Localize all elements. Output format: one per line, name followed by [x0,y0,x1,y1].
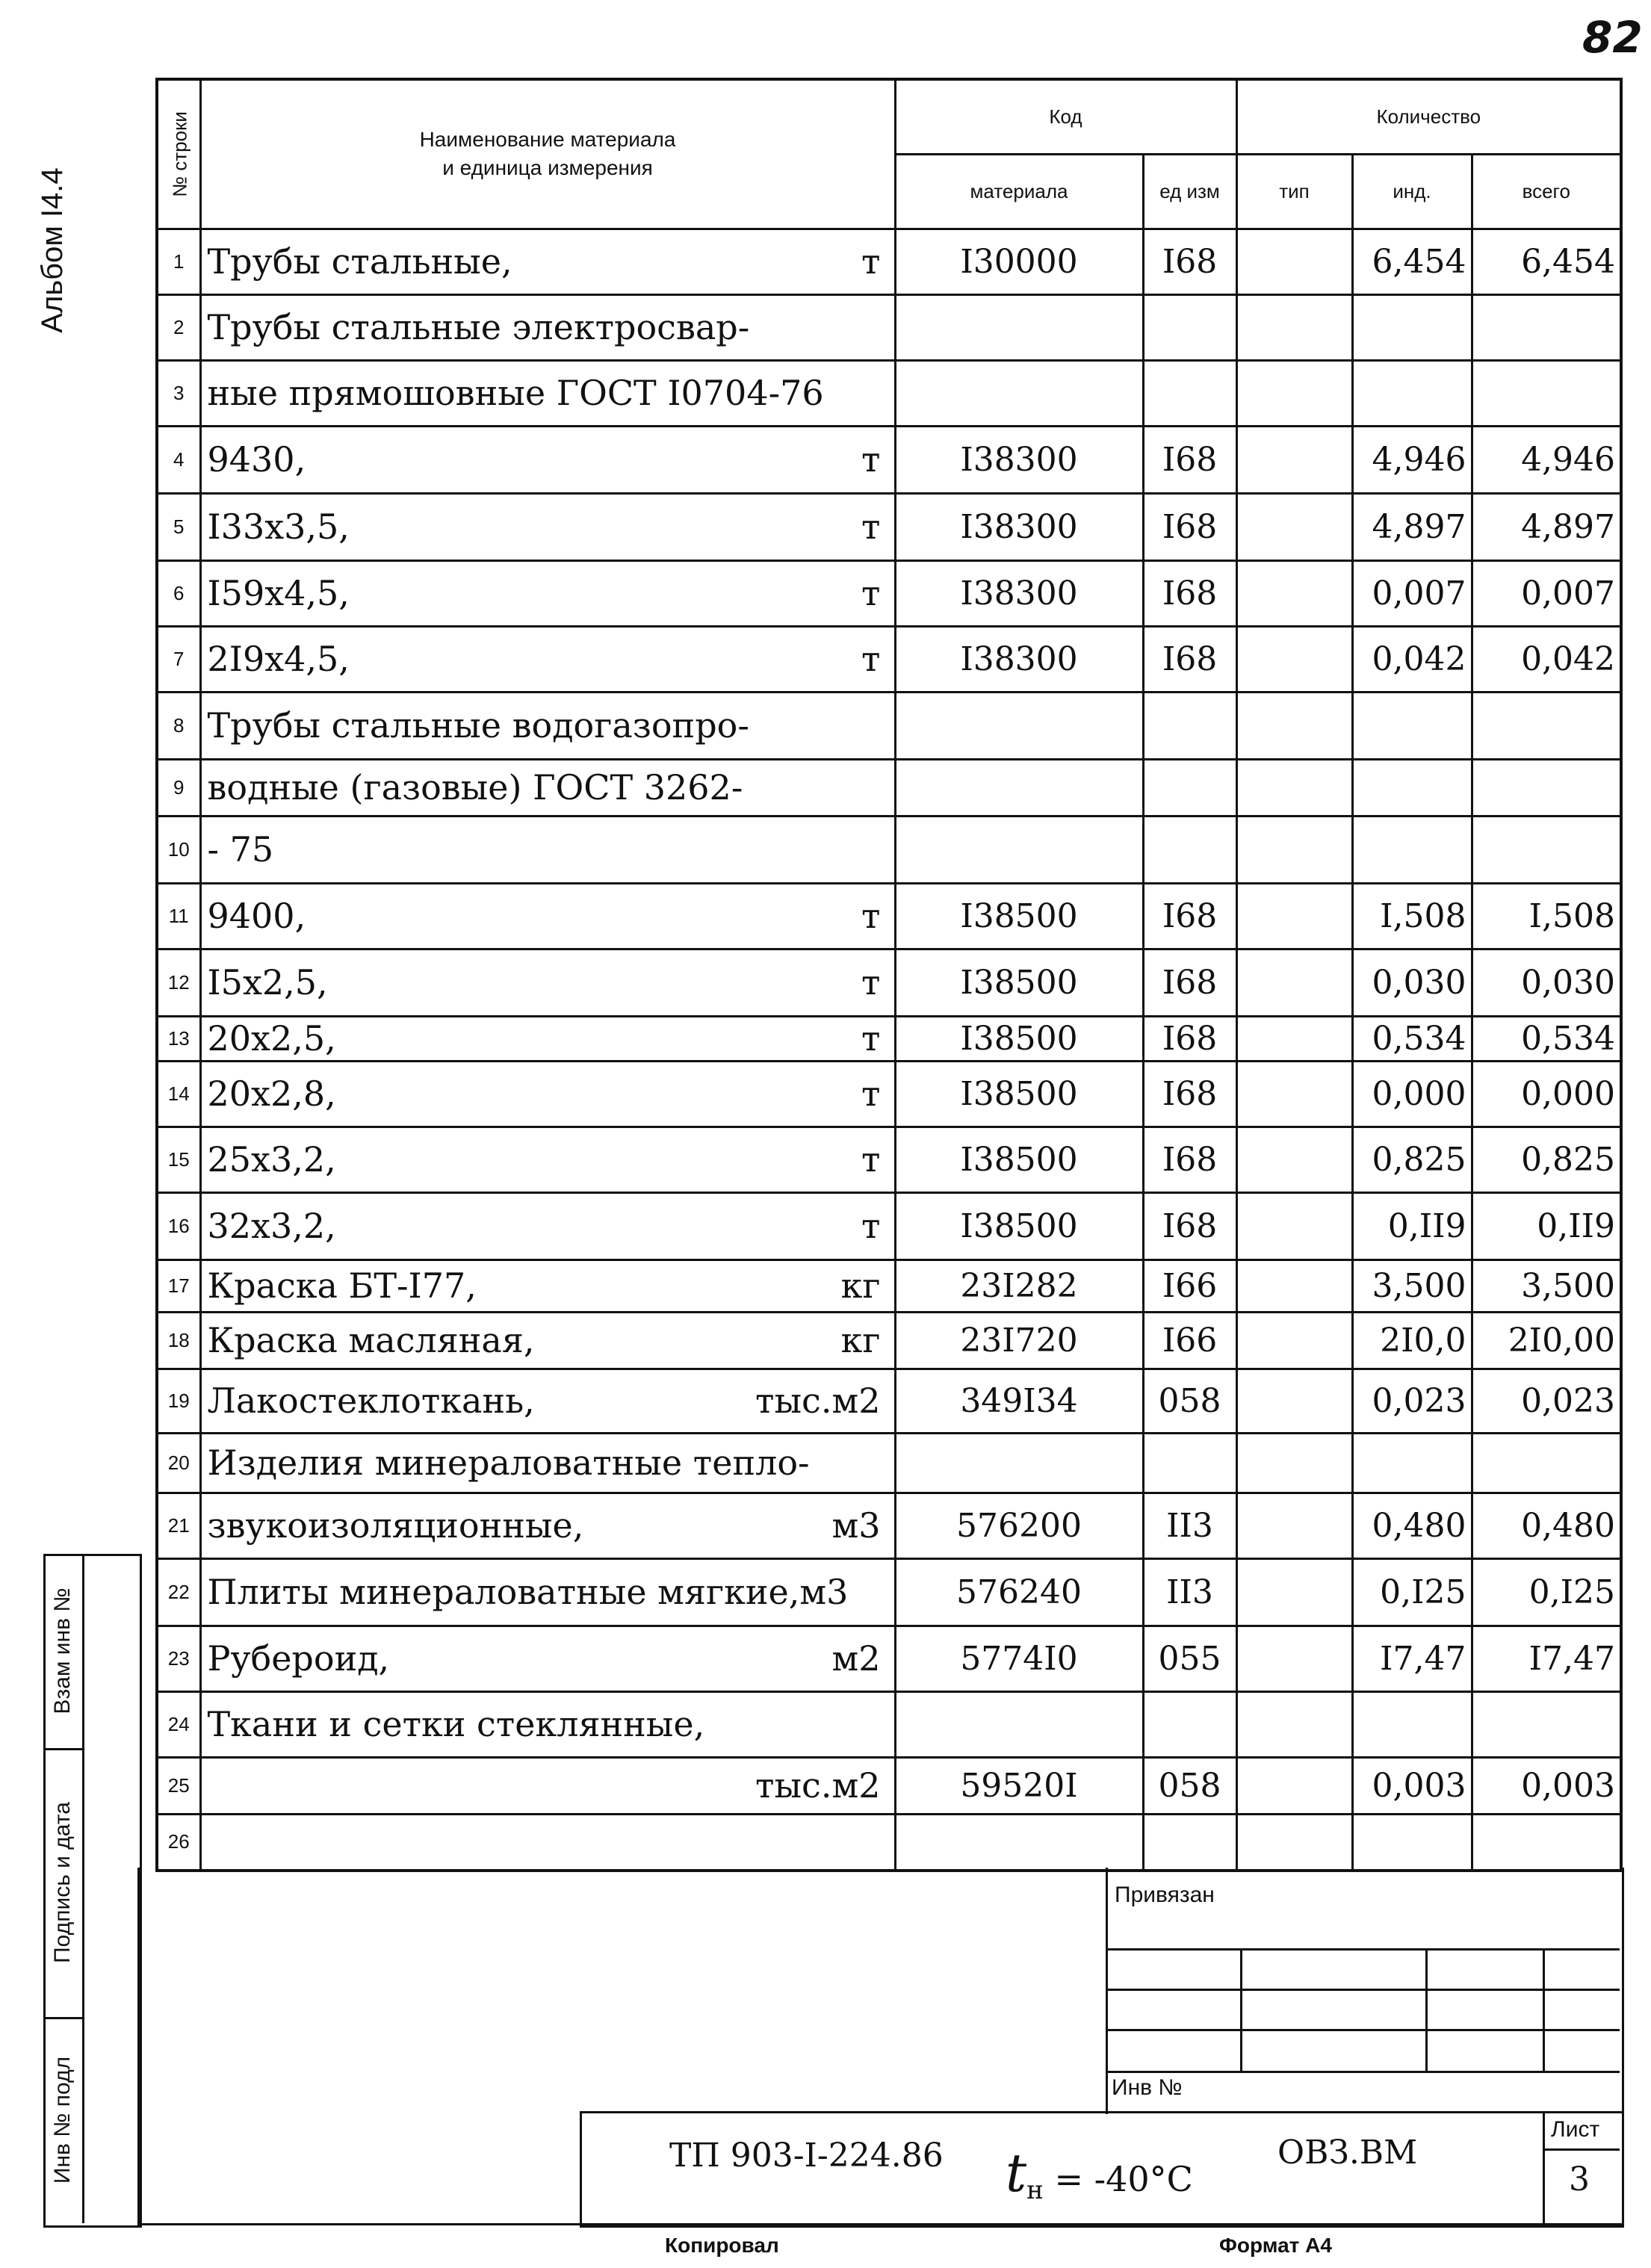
material-name-cell [200,1814,895,1871]
quantity-type [1236,1016,1352,1061]
material-name: - 75 [207,829,274,870]
material-unit: м3 [831,1505,881,1546]
material-name: Краска масляная, [207,1320,535,1360]
material-name: 20x2,8, [207,1073,336,1114]
unit-code: I68 [1143,1016,1236,1061]
material-name-cell [200,560,895,626]
header-ind: инд. [1352,154,1472,229]
quantity-total: I7,47 [1472,1626,1621,1691]
quantity-type [1236,1061,1352,1127]
quantity-type [1236,816,1352,883]
table-row [157,229,1621,294]
table-row [157,1493,1621,1558]
quantity-type [1236,1691,1352,1757]
materials-table [155,78,1623,1872]
quantity-type [1236,949,1352,1016]
unit-code: I68 [1143,493,1236,560]
quantity-total: 0,007 [1472,560,1621,626]
quantity-total: 0,003 [1472,1757,1621,1814]
material-code: I30000 [895,229,1143,294]
material-code: I38500 [895,949,1143,1016]
table-row [157,692,1621,759]
table-row [157,294,1621,360]
quantity-ind: 4,897 [1352,493,1472,560]
material-unit: т [861,439,881,480]
quantity-ind: 0,023 [1352,1369,1472,1433]
quantity-type [1236,229,1352,294]
quantity-ind [1352,1433,1472,1493]
header-material: материала [895,154,1143,229]
document-code: ТП 903-I-224.86 [669,2137,944,2175]
linked-v-1 [1240,1948,1242,2071]
material-name: Трубы стальные, [207,241,512,282]
quantity-ind [1352,759,1472,816]
quantity-total: 0,030 [1472,949,1621,1016]
header-unit-code: ед изм [1143,154,1236,229]
material-unit: т [861,573,881,613]
temp-subscript: н [1026,2175,1044,2206]
temp-value: = -40°C [1054,2159,1193,2199]
material-name-cell [200,1433,895,1493]
quantity-type [1236,426,1352,493]
row-number: 3 [157,360,200,426]
quantity-ind: 0,042 [1352,626,1472,692]
row-number: 23 [157,1626,200,1691]
unit-code [1143,1814,1236,1871]
row-number: 19 [157,1369,200,1433]
material-name: Ткани и сетки стеклянные, [207,1704,705,1744]
unit-code: 058 [1143,1757,1236,1814]
quantity-total: 0,480 [1472,1493,1621,1558]
material-code [895,360,1143,426]
quantity-type [1236,1757,1352,1814]
quantity-total [1472,816,1621,883]
table-row [157,1192,1621,1260]
row-number: 4 [157,426,200,493]
material-name-cell [200,493,895,560]
material-name-cell [200,1016,895,1061]
quantity-total: I,508 [1472,883,1621,949]
quantity-type [1236,1369,1352,1433]
table-row [157,1312,1621,1369]
material-code: 5774I0 [895,1626,1143,1691]
quantity-ind: 0,003 [1352,1757,1472,1814]
unit-code [1143,294,1236,360]
quantity-ind [1352,816,1472,883]
material-name-cell [200,692,895,759]
material-unit: т [861,896,881,936]
material-name: Трубы стальные электросвар- [207,307,750,347]
quantity-total: 0,023 [1472,1369,1621,1433]
material-code [895,1814,1143,1871]
material-code: I38300 [895,426,1143,493]
quantity-type [1236,692,1352,759]
quantity-type [1236,883,1352,949]
material-name: Изделия минераловатные тепло- [207,1443,810,1483]
header-type: тип [1236,154,1352,229]
unit-code: I68 [1143,426,1236,493]
quantity-ind [1352,360,1472,426]
quantity-total [1472,692,1621,759]
inv-no-label: Инв № [1112,2075,1183,2100]
row-number: 10 [157,816,200,883]
table-row [157,949,1621,1016]
quantity-ind: 0,I25 [1352,1558,1472,1626]
unit-code: I66 [1143,1260,1236,1312]
material-code: I38500 [895,883,1143,949]
sheet-number: 3 [1569,2160,1590,2199]
unit-code: I68 [1143,229,1236,294]
material-name-cell [200,1558,895,1626]
quantity-type [1236,1814,1352,1871]
quantity-ind: I7,47 [1352,1626,1472,1691]
unit-code: I68 [1143,560,1236,626]
table-row [157,1061,1621,1127]
quantity-total: 6,454 [1472,229,1621,294]
quantity-ind: I,508 [1352,883,1472,949]
material-name-cell [200,1192,895,1260]
quantity-type [1236,1312,1352,1369]
quantity-total [1472,1691,1621,1757]
quantity-total: 0,II9 [1472,1192,1621,1260]
document-mark: ОВЗ.ВМ [1277,2134,1418,2172]
side-stamp-divider-2 [43,2017,82,2019]
quantity-type [1236,294,1352,360]
material-name-cell [200,1493,895,1558]
quantity-ind: 0,534 [1352,1016,1472,1061]
material-code: 23I720 [895,1312,1143,1369]
material-name-cell [200,1369,895,1433]
material-name: Плиты минераловатные мягкие,м3 [207,1572,849,1612]
material-unit: кг [840,1320,881,1360]
table-row [157,1127,1621,1192]
quantity-ind: 4,946 [1352,426,1472,493]
unit-code: II3 [1143,1558,1236,1626]
material-name: Краска БТ-I77, [207,1265,477,1306]
quantity-type [1236,493,1352,560]
unit-code: I68 [1143,1061,1236,1127]
material-name-cell [200,1260,895,1312]
quantity-type [1236,1493,1352,1558]
material-name-cell [200,294,895,360]
row-number: 21 [157,1493,200,1558]
row-number: 5 [157,493,200,560]
quantity-ind: 0,030 [1352,949,1472,1016]
unit-code: I68 [1143,1192,1236,1260]
quantity-type [1236,1127,1352,1192]
inv-no-replace: Взам инв № [50,1587,75,1714]
material-name: I5x2,5, [207,962,328,1003]
quantity-ind [1352,294,1472,360]
material-code: 576200 [895,1493,1143,1558]
unit-code [1143,759,1236,816]
quantity-ind: 6,454 [1352,229,1472,294]
row-number: 26 [157,1814,200,1871]
material-name-cell [200,1626,895,1691]
table-row [157,1260,1621,1312]
header-row-no: № строки [168,111,191,197]
unit-code [1143,692,1236,759]
quantity-ind [1352,1691,1472,1757]
row-number: 20 [157,1433,200,1493]
quantity-type [1236,560,1352,626]
row-number: 12 [157,949,200,1016]
material-code [895,816,1143,883]
material-name-cell [200,949,895,1016]
row-number: 25 [157,1757,200,1814]
quantity-type [1236,626,1352,692]
material-name: 25x3,2, [207,1139,336,1180]
table-row [157,1757,1621,1814]
quantity-type [1236,1558,1352,1626]
quantity-type [1236,759,1352,816]
material-code: I38300 [895,626,1143,692]
material-name-cell [200,883,895,949]
table-row [157,1433,1621,1493]
table-row [157,1626,1621,1691]
table-row [157,816,1621,883]
header-name-line2: и единица измерения [442,156,653,180]
temp-symbol: t [1006,2142,1027,2204]
material-name: Трубы стальные водогазопро- [207,705,749,746]
quantity-total: 0,825 [1472,1127,1621,1192]
quantity-total: 3,500 [1472,1260,1621,1312]
material-code: I38300 [895,560,1143,626]
material-code [895,294,1143,360]
linked-v-3 [1543,1948,1545,2071]
unit-code: 058 [1143,1369,1236,1433]
material-name: 9400, [207,896,306,936]
linked-line-4 [1106,2071,1620,2073]
material-unit: т [861,962,881,1003]
sheet-cell-divider-v [1543,2111,1545,2223]
quantity-type [1236,1626,1352,1691]
row-number: 7 [157,626,200,692]
table-row [157,1691,1621,1757]
unit-code: I68 [1143,883,1236,949]
table-row [157,1814,1621,1871]
row-number: 14 [157,1061,200,1127]
material-name: 2I9x4,5, [207,639,350,679]
materials-rows [157,229,1621,1871]
row-number: 8 [157,692,200,759]
quantity-total: 4,897 [1472,493,1621,560]
quantity-type [1236,360,1352,426]
quantity-ind: 0,007 [1352,560,1472,626]
unit-code: I68 [1143,949,1236,1016]
inv-no-original: Инв № подл [50,2056,75,2184]
table-row [157,360,1621,426]
material-name: I59x4,5, [207,573,350,613]
quantity-total: 0,I25 [1472,1558,1621,1626]
sheet-cell-divider-h [1543,2148,1620,2151]
material-unit: т [861,241,881,282]
sign-date: Подпись и дата [50,1802,75,1963]
quantity-type [1236,1192,1352,1260]
quantity-ind: 0,000 [1352,1061,1472,1127]
material-name: 9430, [207,439,306,480]
quantity-total: 0,000 [1472,1061,1621,1127]
quantity-total [1472,360,1621,426]
table-row [157,1558,1621,1626]
material-name-cell [200,1312,895,1369]
material-name: ные прямошовные ГОСТ I0704-76 [207,373,824,413]
header-name [200,79,895,229]
material-unit: т [861,1206,881,1246]
unit-code [1143,1691,1236,1757]
linked-v-2 [1425,1948,1428,2071]
material-name-cell [200,1127,895,1192]
linked-label: Привязан [1115,1883,1215,1907]
unit-code: 055 [1143,1626,1236,1691]
material-code [895,759,1143,816]
table-row [157,626,1621,692]
material-code: I38500 [895,1016,1143,1061]
material-name: Рубероид, [207,1638,390,1679]
material-code: 59520I [895,1757,1143,1814]
material-unit: м2 [831,1638,881,1679]
quantity-ind: 0,II9 [1352,1192,1472,1260]
material-unit: т [861,1139,881,1180]
material-unit: тыс.м2 [755,1765,881,1806]
quantity-ind: 0,480 [1352,1493,1472,1558]
material-code [895,1433,1143,1493]
quantity-ind: 2I0,0 [1352,1312,1472,1369]
material-name-cell [200,816,895,883]
material-name: Лакостеклоткань, [207,1381,535,1421]
header-row-no-cell [157,79,200,229]
row-number: 2 [157,294,200,360]
table-row [157,1016,1621,1061]
unit-code: I66 [1143,1312,1236,1369]
linked-left-border [1106,1868,1108,2114]
header-total: всего [1472,154,1621,229]
material-name: I33x3,5, [207,506,350,547]
quantity-total: 2I0,00 [1472,1312,1621,1369]
header-code: Код [895,79,1236,154]
material-unit: тыс.м2 [755,1381,881,1421]
quantity-ind [1352,1814,1472,1871]
row-number: 13 [157,1016,200,1061]
sheet-label: Лист [1551,2117,1600,2142]
row-number: 6 [157,560,200,626]
row-number: 17 [157,1260,200,1312]
unit-code [1143,1433,1236,1493]
quantity-total [1472,294,1621,360]
table-row [157,1369,1621,1433]
material-name: 32x3,2, [207,1206,336,1246]
material-name-cell [200,759,895,816]
album-label: Альбом I4.4 [36,167,69,333]
quantity-ind [1352,692,1472,759]
material-name-cell [200,426,895,493]
table-row [157,493,1621,560]
material-name-cell [200,229,895,294]
row-number: 22 [157,1558,200,1626]
quantity-total [1472,1433,1621,1493]
unit-code: II3 [1143,1493,1236,1558]
design-temperature [1006,2142,1193,2205]
quantity-total [1472,759,1621,816]
copied-by-label: Копировал [665,2234,779,2257]
material-code [895,1691,1143,1757]
material-unit: т [861,639,881,679]
material-unit: т [861,506,881,547]
format-label: Формат А4 [1219,2234,1332,2257]
unit-code: I68 [1143,626,1236,692]
table-row [157,759,1621,816]
material-code: I38500 [895,1127,1143,1192]
material-unit: т [861,1018,881,1059]
material-name-cell [200,626,895,692]
quantity-total: 4,946 [1472,426,1621,493]
quantity-ind: 0,825 [1352,1127,1472,1192]
material-code: I38500 [895,1061,1143,1127]
side-stamp-divider-v [82,1554,84,2223]
header-name-line1: Наименование материала [419,128,676,152]
quantity-ind: 3,500 [1352,1260,1472,1312]
material-code: 576240 [895,1558,1143,1626]
material-name-cell [200,1757,895,1814]
material-code: I38500 [895,1192,1143,1260]
quantity-type [1236,1433,1352,1493]
unit-code [1143,360,1236,426]
material-name: 20x2,5, [207,1018,336,1059]
material-code: 349I34 [895,1369,1143,1433]
side-stamp-divider-1 [43,1748,82,1750]
material-name-cell [200,1061,895,1127]
material-unit: т [861,1073,881,1114]
material-name-cell [200,1691,895,1757]
material-code: 23I282 [895,1260,1143,1312]
material-code [895,692,1143,759]
row-number: 15 [157,1127,200,1192]
quantity-total: 0,042 [1472,626,1621,692]
table-row [157,560,1621,626]
table-row [157,426,1621,493]
quantity-total: 0,534 [1472,1016,1621,1061]
row-number: 16 [157,1192,200,1260]
row-number: 18 [157,1312,200,1369]
material-name: водные (газовые) ГОСТ 3262- [207,767,743,808]
material-code: I38300 [895,493,1143,560]
quantity-type [1236,1260,1352,1312]
header-quantity: Количество [1236,79,1621,154]
material-name-cell [200,360,895,426]
quantity-total [1472,1814,1621,1871]
page-number: 82 [1582,12,1643,63]
unit-code: I68 [1143,1127,1236,1192]
material-name: звукоизоляционные, [207,1505,584,1546]
row-number: 9 [157,759,200,816]
row-number: 11 [157,883,200,949]
row-number: 24 [157,1691,200,1757]
row-number: 1 [157,229,200,294]
material-unit: кг [840,1265,881,1306]
table-row [157,883,1621,949]
unit-code [1143,816,1236,883]
